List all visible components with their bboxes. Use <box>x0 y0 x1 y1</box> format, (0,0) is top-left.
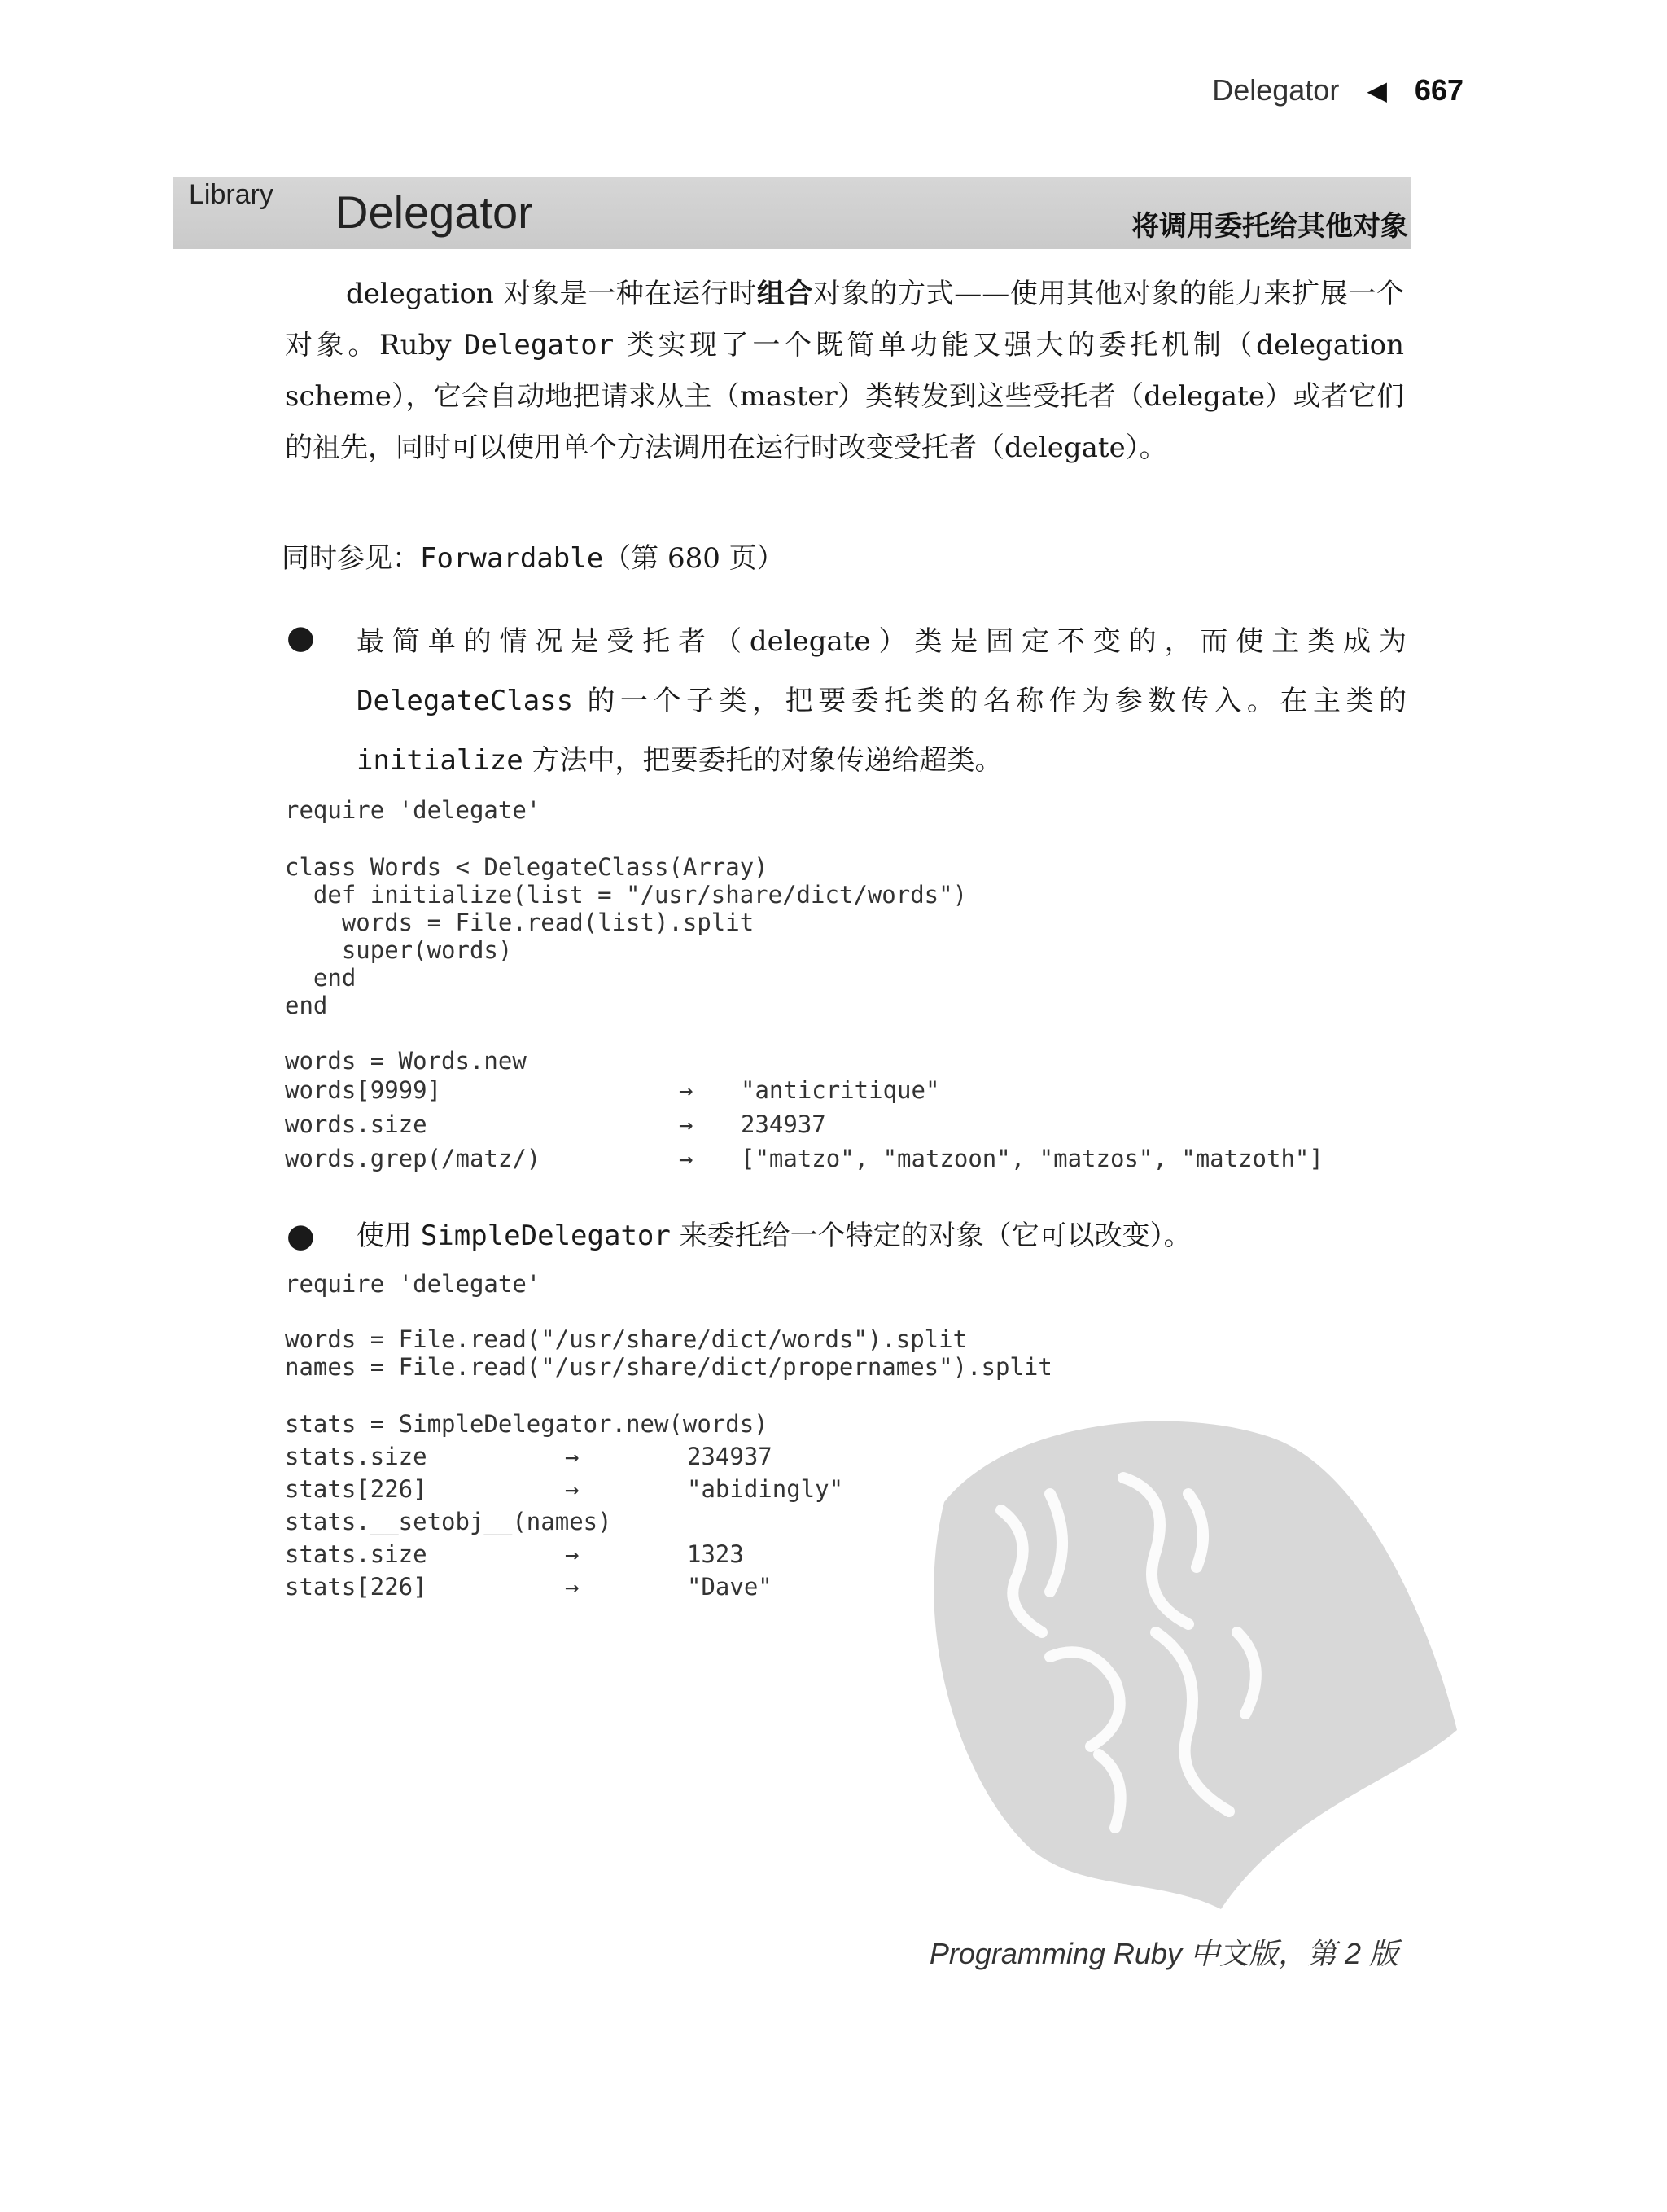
right-arrow-icon: → <box>679 1110 693 1138</box>
bullet1-code-delegateclass: DelegateClass <box>357 685 574 717</box>
footer-book-title: Programming Ruby 中文版，第 2 版 <box>929 1937 1398 1970</box>
result-value: 234937 <box>687 1443 772 1470</box>
code1-class-block: class Words < DelegateClass(Array) def initialize(list = "/usr/share/dict/words") words = File.read(list).split super(words) end end <box>285 853 968 1019</box>
result-value: 1323 <box>687 1540 744 1568</box>
right-arrow-icon: → <box>679 1076 693 1104</box>
result-expr: words.size <box>285 1110 427 1138</box>
bullet2-text-1: 使用 <box>357 1220 421 1252</box>
bullet-icon: ● <box>287 619 315 656</box>
intro-text-2: 对象的方式——使用其他对象的能力来扩展一个对象。Ruby <box>285 278 1404 361</box>
intro-text-1: delegation 对象是一种在运行时 <box>346 278 757 310</box>
result-expr: stats.size <box>285 1540 427 1568</box>
section-title: Delegator <box>335 186 533 238</box>
result-value: "abidingly" <box>687 1475 844 1503</box>
page-number: 667 <box>1414 73 1464 107</box>
result-value: ["matzo", "matzoon", "matzos", "matzoth"] <box>741 1145 1324 1172</box>
right-arrow-icon: → <box>565 1573 580 1601</box>
bullet2-text <box>357 1213 1192 1253</box>
see-also-suffix: （第 680 页） <box>603 542 785 575</box>
running-head-title: Delegator <box>1212 73 1340 107</box>
code2-result-row <box>285 1573 772 1684</box>
code1-require: require 'delegate' <box>285 796 541 824</box>
code1-setup: words = Words.new <box>285 1047 527 1075</box>
see-also-prefix: 同时参见： <box>282 542 420 575</box>
section-label: Library <box>189 179 273 210</box>
right-arrow-icon: → <box>565 1443 580 1470</box>
watermark-seal <box>912 1388 1465 1917</box>
right-arrow-icon: → <box>565 1475 580 1503</box>
result-expr: stats[226] <box>285 1475 427 1503</box>
result-value: 234937 <box>741 1110 826 1138</box>
result-expr: words.grep(/matz/) <box>285 1145 541 1172</box>
running-head <box>1212 73 1464 107</box>
bullet-icon: ● <box>287 1217 315 1255</box>
right-arrow-icon: → <box>565 1540 580 1568</box>
result-expr: stats[226] <box>285 1573 427 1601</box>
code2-new: stats = SimpleDelegator.new(words) <box>285 1410 768 1438</box>
bullet2-text-2: 来委托给一个特定的对象（它可以改变）。 <box>670 1220 1192 1252</box>
intro-bold-term: 组合 <box>756 278 814 310</box>
bullet1-text-2: 的一个子类，把要委托类的名称作为参数传入。在主类的 <box>573 685 1407 717</box>
result-value: "Dave" <box>687 1573 772 1601</box>
code2-setup: words = File.read("/usr/share/dict/words").split names = File.read("/usr/share/dict/propernames").split <box>285 1325 1052 1381</box>
code2-require: require 'delegate' <box>285 1270 541 1298</box>
result-expr: words[9999] <box>285 1076 442 1104</box>
code2-setobj: stats.__setobj__(names) <box>285 1508 612 1535</box>
bullet1-text-1: 最简单的情况是受托者（delegate）类是固定不变的，而使主类成为 <box>357 625 1407 658</box>
bullet1-code-initialize: initialize <box>357 744 523 777</box>
see-also <box>282 536 785 576</box>
intro-paragraph <box>285 269 1404 474</box>
see-also-link[interactable]: Forwardable <box>420 542 604 575</box>
bullet1-text <box>357 612 1407 791</box>
bullet1-text-3: 方法中，把要委托的对象传递给超类。 <box>523 744 1003 777</box>
bullet2-code-simpledelegator: SimpleDelegator <box>420 1220 671 1252</box>
section-subtitle: 将调用委托给其他对象 <box>1131 210 1408 243</box>
result-value: "anticritique" <box>741 1076 940 1104</box>
right-arrow-icon: → <box>679 1145 693 1172</box>
left-triangle-icon: ◀ <box>1367 76 1387 105</box>
intro-text-3: 类实现了一个既简单功能又强大的委托机制（delegation scheme），它会自动地把请求从主（master）类转发到这些受托者（delegate）或者它们的祖先，同时可以使用单个方法调用在运行时改变受托者（delegate）。 <box>285 329 1404 464</box>
result-expr: stats.size <box>285 1443 427 1470</box>
intro-code-delegator: Delegator <box>463 329 615 361</box>
